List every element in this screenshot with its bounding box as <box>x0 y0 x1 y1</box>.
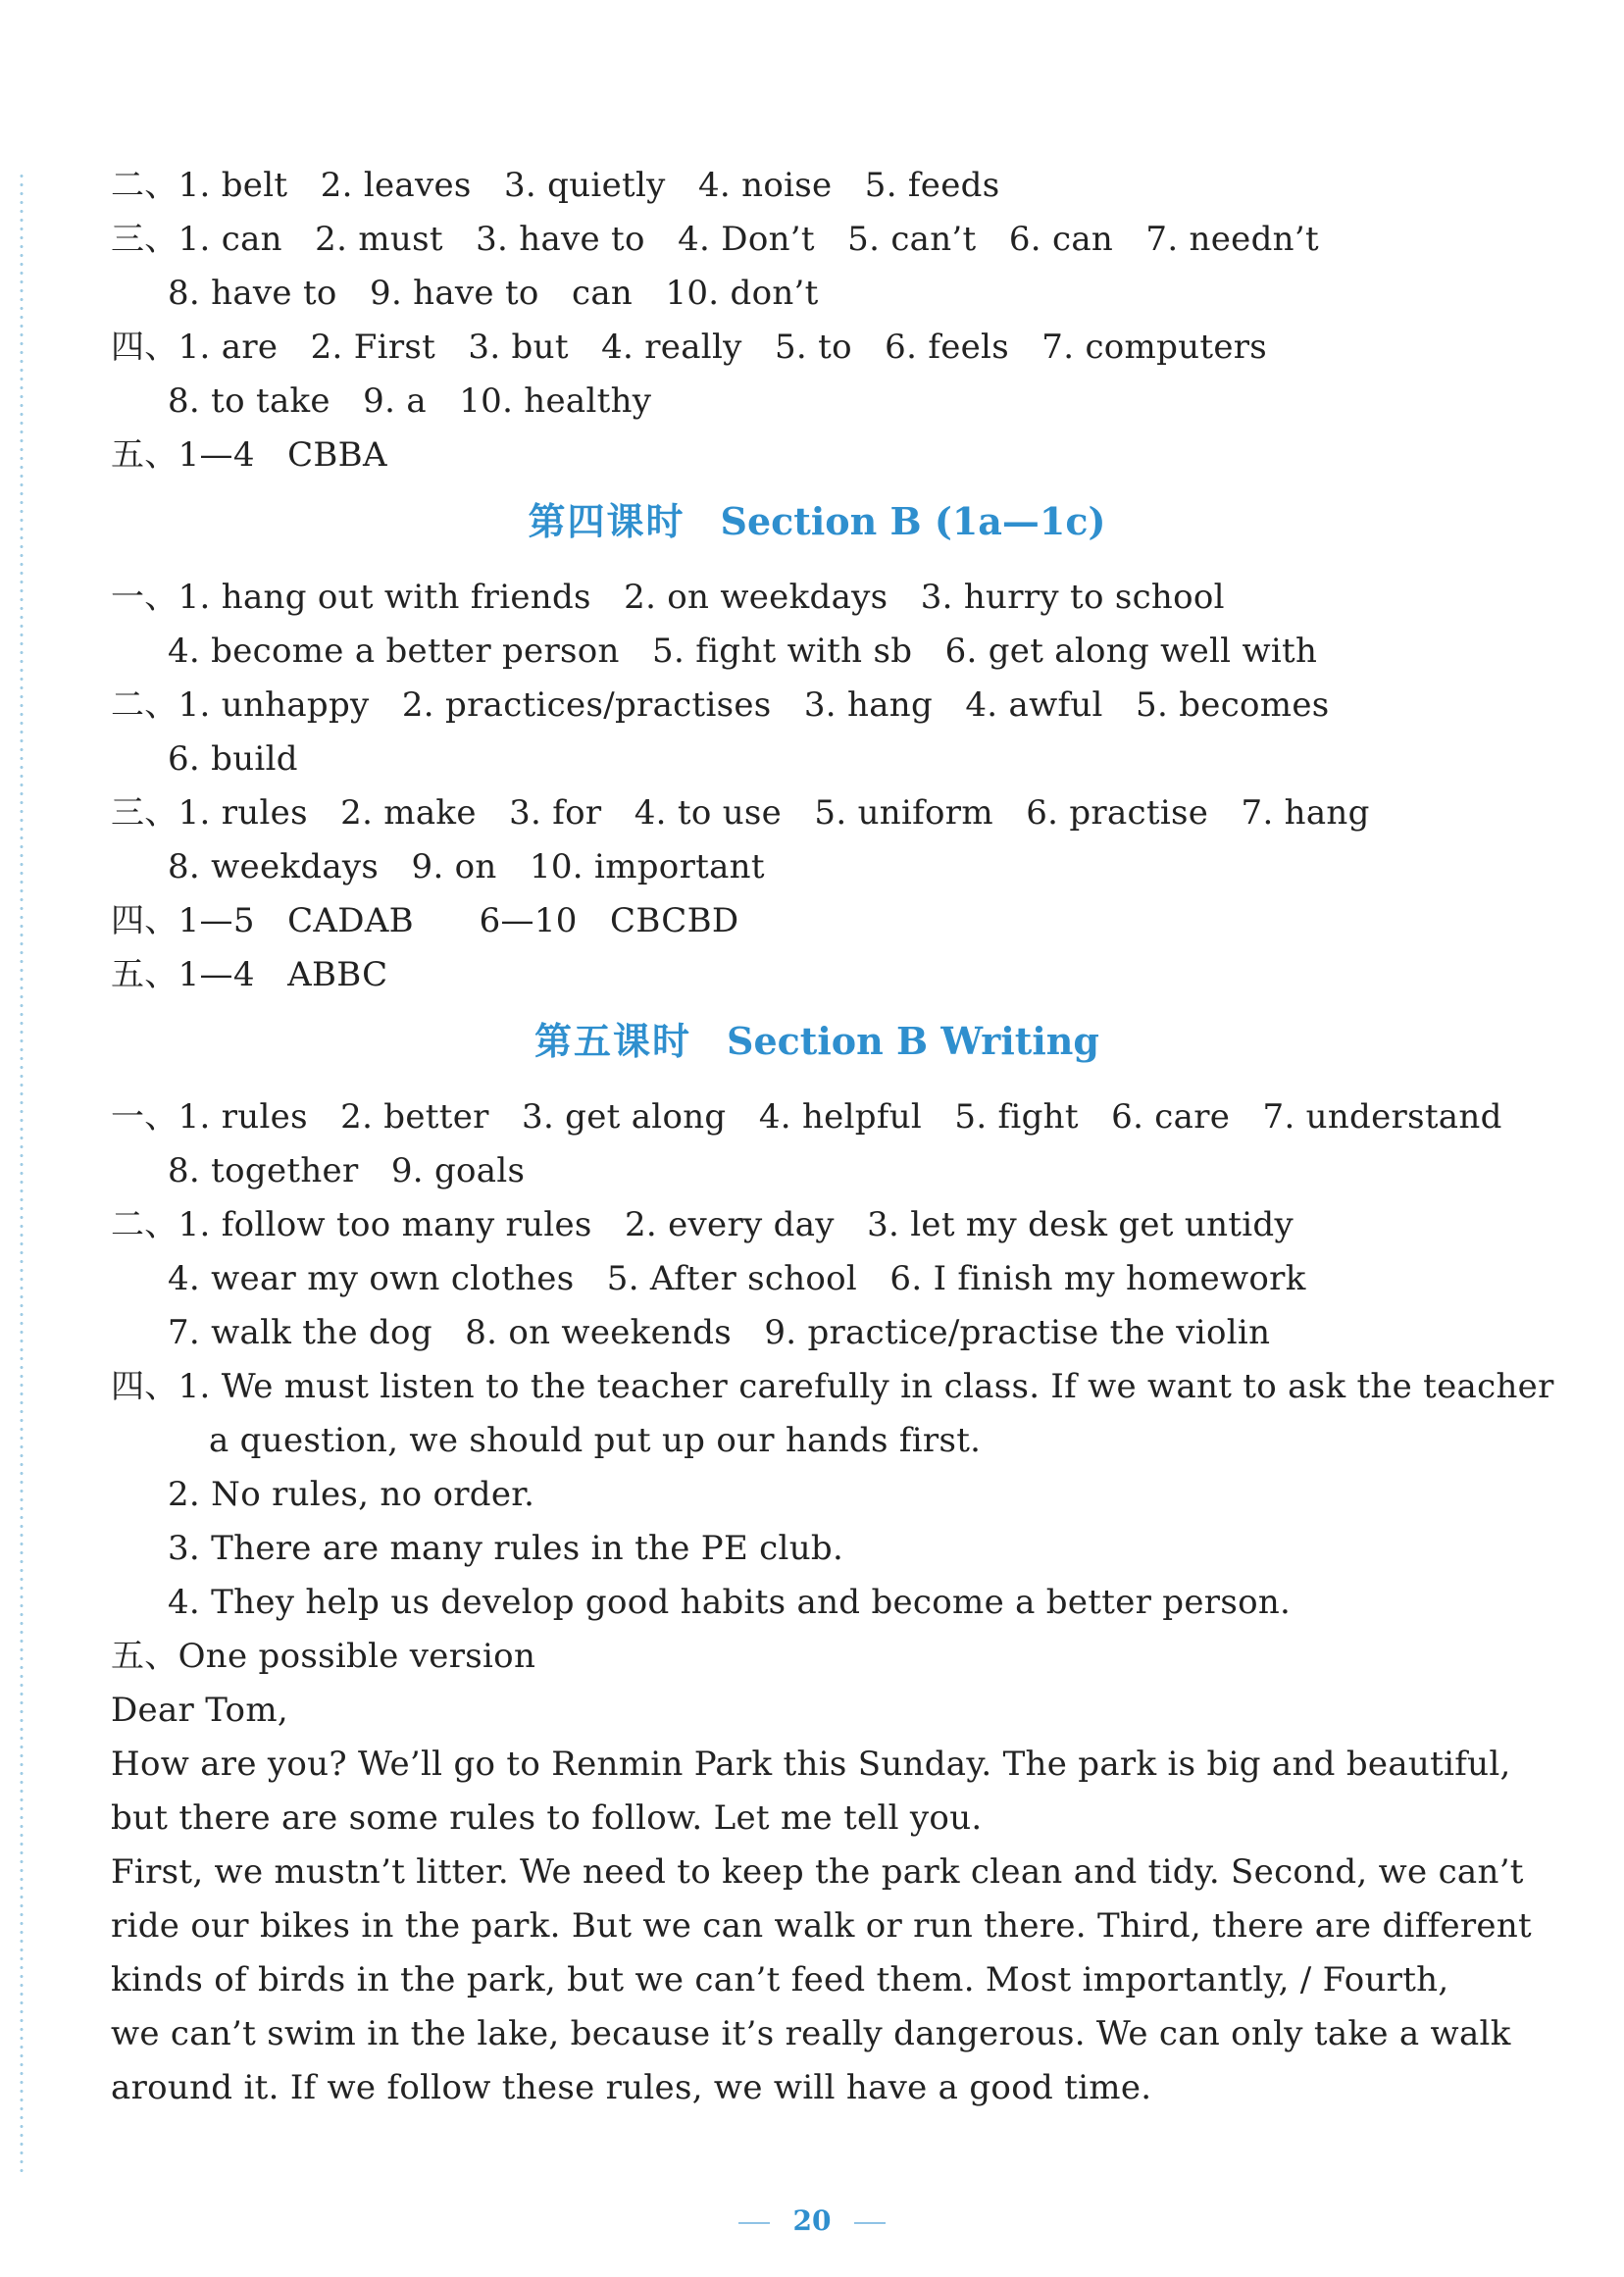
answer-line: 6. build <box>168 739 298 779</box>
section-5-title-en: Section B Writing <box>727 1019 1099 1063</box>
letter-line: but there are some rules to follow. Let me tell you. <box>111 1798 983 1838</box>
answer-line: 二、1. unhappy 2. practices/practises 3. hang 4. awful 5. becomes <box>111 685 1330 725</box>
page-number-value: 20 <box>792 2204 832 2237</box>
answer-line: 4. become a better person 5. fight with sb 6. get along well with <box>168 632 1318 671</box>
answer-line: 五、1—4 ABBC <box>111 955 388 994</box>
page-number <box>0 2204 1624 2237</box>
letter-line: around it. If we follow these rules, we will have a good time. <box>111 2068 1152 2107</box>
answer-line: 五、1—4 CBBA <box>111 435 387 475</box>
answer-line: 8. have to 9. have to can 10. don’t <box>168 274 819 313</box>
answer-line: 四、1. are 2. First 3. but 4. really 5. to 6. feels 7. computers <box>111 328 1268 367</box>
section-4-title-cn: 第四课时 <box>528 499 685 543</box>
answer-line: 二、1. follow too many rules 2. every day 3. let my desk get untidy <box>111 1205 1294 1244</box>
answer-page <box>111 159 1554 2115</box>
answer-line: 4. wear my own clothes 5. After school 6. I finish my homework <box>168 1259 1306 1298</box>
letter-line: we can’t swim in the lake, because it’s really dangerous. We can only take a walk <box>111 2014 1511 2053</box>
letter-line: ride our bikes in the park. But we can walk or run there. Third, there are different <box>111 1906 1533 1946</box>
answer-line: 一、1. hang out with friends 2. on weekdays 3. hurry to school <box>111 578 1225 617</box>
letter-greeting: Dear Tom, <box>111 1691 288 1730</box>
section-4-title-en: Section B (1a—1c) <box>720 499 1106 543</box>
answer-line: 三、1. rules 2. make 3. for 4. to use 5. uniform 6. practise 7. hang <box>111 793 1370 833</box>
page-number-dash-left <box>738 2222 770 2224</box>
section-4-title <box>111 482 1523 571</box>
answer-line: 8. weekdays 9. on 10. important <box>168 847 765 886</box>
answer-line: 3. There are many rules in the PE club. <box>168 1529 844 1568</box>
answer-line: a question, we should put up our hands first. <box>209 1421 982 1460</box>
letter-line: kinds of birds in the park, but we can’t feed them. Most importantly, / Fourth, <box>111 1960 1449 1999</box>
answer-line: 五、One possible version <box>111 1637 536 1676</box>
answer-line: 7. walk the dog 8. on weekends 9. practice/practise the violin <box>168 1313 1271 1352</box>
letter-line: How are you? We’ll go to Renmin Park this Sunday. The park is big and beautiful, <box>111 1745 1511 1784</box>
answer-line: 三、1. can 2. must 3. have to 4. Don’t 5. can’t 6. can 7. needn’t <box>111 220 1319 259</box>
answer-line: 4. They help us develop good habits and become a better person. <box>168 1583 1292 1622</box>
answer-line: 二、1. belt 2. leaves 3. quietly 4. noise 5. feeds <box>111 166 1000 205</box>
page-number-dash-right <box>854 2222 886 2224</box>
answer-line: 四、1—5 CADAB 6—10 CBCBD <box>111 901 739 940</box>
page-left-border <box>20 172 24 2172</box>
answer-line: 8. to take 9. a 10. healthy <box>168 381 652 421</box>
section-5-answers <box>111 1090 1554 2115</box>
answer-line: 8. together 9. goals <box>168 1151 526 1190</box>
answer-line: 一、1. rules 2. better 3. get along 4. helpful 5. fight 6. care 7. understand <box>111 1097 1502 1137</box>
answer-line: 四、1. We must listen to the teacher carefully in class. If we want to ask the teacher <box>111 1367 1554 1406</box>
letter-line: First, we mustn’t litter. We need to keep the park clean and tidy. Second, we can’t <box>111 1852 1524 1892</box>
section-5-title <box>111 1002 1523 1090</box>
answer-line: 2. No rules, no order. <box>168 1475 535 1514</box>
section-4-answers <box>111 571 1523 1002</box>
section-5-title-cn: 第五课时 <box>534 1019 692 1063</box>
part1-answers <box>111 159 1523 482</box>
